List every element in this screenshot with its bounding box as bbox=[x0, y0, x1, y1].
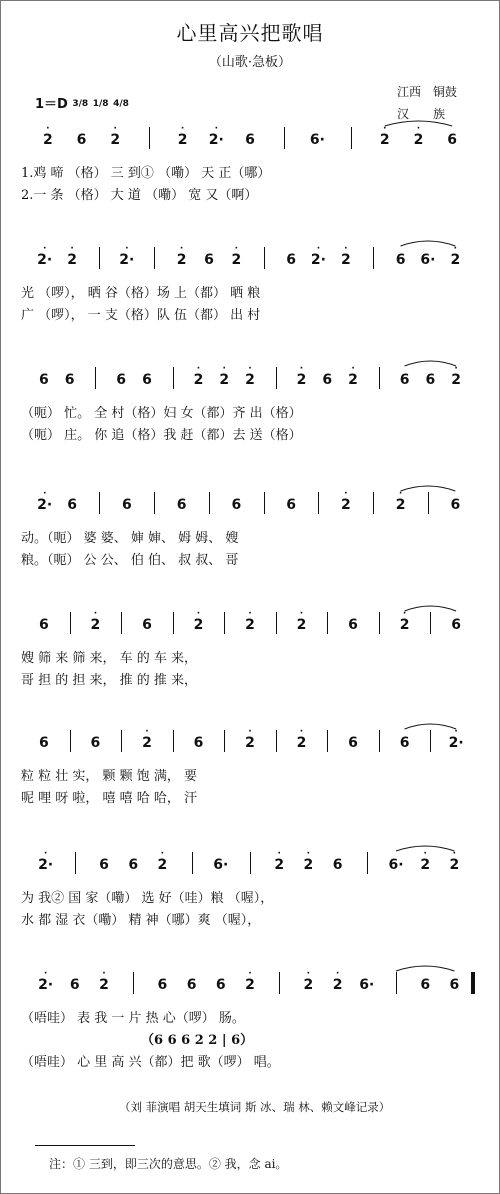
note: 6 bbox=[121, 497, 132, 513]
note: 2· · bbox=[37, 244, 53, 268]
note: 6· bbox=[420, 252, 436, 268]
note: 6 bbox=[451, 617, 461, 633]
note: 2 · bbox=[157, 849, 168, 873]
note: 6 bbox=[39, 372, 49, 388]
note: 6 bbox=[204, 252, 214, 268]
octave-dot: · bbox=[454, 364, 458, 374]
note: 2 · bbox=[296, 364, 307, 388]
lyrics-verse-1: 光 （啰）， 晒 谷（格）场 上（都） 晒 粮 bbox=[21, 286, 261, 301]
note: 2 · bbox=[67, 244, 77, 268]
note: 6 bbox=[99, 857, 109, 873]
stave-row-2 bbox=[1, 236, 499, 323]
note: 2 · bbox=[177, 124, 188, 148]
footnote: 注：① 三到，即三次的意思。② 我，念 ai。 bbox=[49, 1157, 288, 1171]
note: 2 · bbox=[110, 124, 121, 148]
octave-dot: · bbox=[145, 727, 149, 737]
stave-row-3 bbox=[1, 356, 499, 443]
octave-dot: · bbox=[299, 609, 304, 619]
octave-dot: · bbox=[196, 609, 201, 619]
note: 6 bbox=[399, 372, 410, 388]
slur bbox=[405, 606, 457, 611]
lyrics-verse-1: （唔哇） 表 我 一 片 热 心（啰） 肠。 bbox=[21, 1011, 245, 1026]
note: 2· · bbox=[38, 849, 54, 873]
note: 6 bbox=[399, 735, 410, 751]
octave-dot: · bbox=[416, 124, 421, 134]
note: 2 · bbox=[303, 849, 314, 873]
note: 2 · bbox=[274, 849, 285, 873]
octave-dot: · bbox=[248, 727, 252, 737]
octave-dot: · bbox=[344, 244, 348, 254]
meter-2: 1/8 bbox=[92, 99, 109, 109]
octave-dot: · bbox=[248, 364, 252, 374]
note: 2· · bbox=[448, 727, 464, 751]
note: 6 bbox=[348, 735, 358, 751]
note: 6 bbox=[322, 372, 333, 388]
lyrics-verse-1: 为 我② 国 家（嘞） 选 好（哇）粮 （喔）， bbox=[21, 891, 274, 906]
note: 2· · bbox=[310, 244, 326, 268]
meter-3: 4/8 bbox=[113, 99, 129, 109]
octave-dot: · bbox=[179, 244, 184, 254]
octave-dot: · bbox=[180, 124, 185, 134]
song-title: 心里高兴把歌唱 bbox=[176, 21, 324, 45]
origin-ethnicity: 汉 族 bbox=[397, 107, 446, 121]
note: 6 bbox=[39, 735, 49, 751]
octave-dot: · bbox=[453, 244, 458, 254]
octave-dot: · bbox=[102, 969, 106, 979]
octave-dot: · bbox=[306, 849, 311, 859]
note: 6 bbox=[449, 977, 460, 993]
slur-marks bbox=[1, 841, 499, 861]
octave-dot: · bbox=[344, 489, 348, 499]
octave-dot: · bbox=[335, 969, 340, 979]
lyrics-verse-1: 嫂 筛 来 筛 来， 车 的 车 来， bbox=[21, 651, 198, 666]
note: 6 bbox=[64, 372, 75, 388]
stave-row-5 bbox=[1, 601, 499, 688]
lyrics-verse-1: 1.鸡 啼 （格） 三 到① （嘞） 天 正（哪） bbox=[21, 166, 271, 181]
note: 2· · bbox=[208, 124, 224, 148]
octave-dot: · bbox=[160, 849, 165, 859]
note: 2 · bbox=[245, 969, 255, 993]
stave-row-1 bbox=[1, 116, 499, 203]
lyrics-verse-2: 哥 担 的 担 来， 推 的 推 来， bbox=[21, 673, 198, 688]
slur-marks bbox=[1, 481, 499, 501]
note: 6 bbox=[128, 857, 139, 873]
note: 2 · bbox=[296, 609, 307, 633]
note: 6 bbox=[450, 497, 461, 513]
note: 6 bbox=[245, 132, 255, 148]
note: 6 bbox=[116, 372, 127, 388]
note: 6 bbox=[39, 617, 49, 633]
lyrics-verse-2: 水 都 湿 衣（嘞） 精 神（哪）爽 （喔）， bbox=[21, 913, 261, 928]
octave-dot: · bbox=[125, 244, 129, 254]
note: 6 bbox=[90, 735, 101, 751]
note: 2 · bbox=[450, 244, 461, 268]
octave-dot: · bbox=[222, 364, 226, 374]
note: 2 · bbox=[296, 727, 307, 751]
note: 6 bbox=[193, 735, 204, 751]
note: 2 · bbox=[90, 609, 101, 633]
slur bbox=[396, 966, 454, 971]
note: 6· bbox=[213, 857, 229, 873]
note: 2 · bbox=[399, 609, 410, 633]
note: 6 bbox=[231, 497, 242, 513]
lyrics-verse-2: （呃） 庄。 你 追（格）我 赶（都）去 送（格） bbox=[21, 428, 302, 443]
slur-marks bbox=[1, 601, 499, 621]
lyrics-verse-2: 呢 哩 呀 啦， 嘻 嘻 哈 哈， 汗 bbox=[21, 791, 198, 806]
note: 2 · bbox=[99, 969, 109, 993]
alternate-melody: （6 6 6 2 2 | 6） bbox=[141, 1033, 254, 1048]
octave-dot: · bbox=[93, 609, 98, 619]
note: 2 · bbox=[413, 124, 424, 148]
slur bbox=[401, 486, 456, 491]
octave-dot: · bbox=[351, 364, 355, 374]
octave-dot: · bbox=[42, 244, 47, 254]
octave-dot: · bbox=[454, 727, 458, 737]
note: 6 bbox=[286, 497, 296, 513]
note: 2 · bbox=[193, 609, 204, 633]
note: 2· · bbox=[119, 244, 135, 268]
note: 6 bbox=[69, 977, 80, 993]
octave-dot: · bbox=[46, 124, 50, 134]
slur-marks bbox=[1, 961, 499, 981]
octave-dot: · bbox=[113, 124, 117, 134]
lyrics-verse-2: 2.一 条 （格） 大 道 （嘞） 宽 又（啊） bbox=[21, 188, 258, 203]
note: 2 · bbox=[420, 849, 431, 873]
octave-dot: · bbox=[43, 969, 48, 979]
stave-row-4 bbox=[1, 481, 499, 568]
note: 6 bbox=[176, 497, 187, 513]
slur bbox=[385, 121, 452, 126]
note: 6· bbox=[359, 977, 375, 993]
note: 2 · bbox=[245, 727, 255, 751]
note: 2 · bbox=[245, 364, 255, 388]
note: 6 bbox=[186, 977, 197, 993]
octave-dot: · bbox=[402, 609, 407, 619]
octave-dot: · bbox=[299, 364, 304, 374]
lyrics-verse-1: 粒 粒 壮 实， 颗 颗 饱 满， 要 bbox=[21, 769, 198, 784]
octave-dot: · bbox=[423, 849, 427, 859]
note: 6 bbox=[420, 977, 431, 993]
stave-row-6 bbox=[1, 719, 499, 806]
note: 6 bbox=[332, 857, 343, 873]
note: 6· bbox=[309, 132, 325, 148]
note: 2 · bbox=[42, 124, 53, 148]
octave-dot: · bbox=[70, 244, 74, 254]
lyrics-verse-1: （呃） 忙。 全 村（格）妇 女（都）齐 出（格） bbox=[21, 406, 302, 421]
credit-line: （刘 菲演唱 胡天生填词 斯 冰、瑞 林、赖文峰记录） bbox=[119, 1100, 391, 1114]
slur-marks bbox=[1, 719, 499, 739]
stave-row-7 bbox=[1, 841, 499, 928]
note: 2 · bbox=[193, 364, 204, 388]
meter-1: 3/8 bbox=[72, 99, 89, 109]
song-subtitle: （山歌·急板） bbox=[208, 55, 292, 70]
footnote-rule bbox=[35, 1145, 135, 1146]
octave-dot: · bbox=[277, 849, 281, 859]
note: 2 · bbox=[395, 489, 406, 513]
octave-dot: · bbox=[42, 489, 47, 499]
octave-dot: · bbox=[452, 849, 457, 859]
note: 6 bbox=[425, 372, 436, 388]
note: 6 bbox=[395, 252, 406, 268]
key-signature bbox=[35, 93, 129, 112]
note: 6 bbox=[142, 617, 152, 633]
octave-dot: · bbox=[248, 969, 252, 979]
note: 6 bbox=[348, 617, 358, 633]
octave-dot: · bbox=[306, 969, 311, 979]
note: 2· · bbox=[38, 969, 54, 993]
octave-dot: · bbox=[316, 244, 321, 254]
octave-dot: · bbox=[214, 124, 219, 134]
octave-dot: · bbox=[383, 124, 387, 134]
note: 2· · bbox=[37, 489, 53, 513]
note: 2 · bbox=[340, 244, 351, 268]
note: 2 · bbox=[451, 364, 461, 388]
key-label: 1＝D bbox=[35, 97, 68, 112]
note: 2 · bbox=[340, 489, 351, 513]
note: 6 bbox=[215, 977, 226, 993]
slur-marks bbox=[1, 236, 499, 256]
origin-region: 江西 铜鼓 bbox=[397, 85, 458, 99]
note: 6 bbox=[67, 497, 77, 513]
note: 6 bbox=[447, 132, 458, 148]
octave-dot: · bbox=[248, 609, 252, 619]
note: 2 · bbox=[449, 849, 460, 873]
note: 6 bbox=[142, 372, 152, 388]
note: 2 · bbox=[219, 364, 230, 388]
slur bbox=[405, 724, 457, 729]
octave-dot: · bbox=[299, 727, 304, 737]
lyrics-verse-2: （唔哇） 心 里 高 兴（都）把 歌（啰） 唱。 bbox=[21, 1055, 280, 1070]
note: 2 · bbox=[332, 969, 343, 993]
slur-marks bbox=[1, 356, 499, 376]
note: 6· bbox=[388, 857, 404, 873]
note: 2 · bbox=[348, 364, 358, 388]
octave-dot: · bbox=[234, 244, 239, 254]
note: 6 bbox=[157, 977, 168, 993]
stave-row-8 bbox=[1, 961, 499, 1070]
octave-dot: · bbox=[398, 489, 403, 499]
octave-dot: · bbox=[196, 364, 201, 374]
note: 2 · bbox=[231, 244, 242, 268]
note: 2 · bbox=[303, 969, 314, 993]
note: 2 · bbox=[176, 244, 187, 268]
slur bbox=[405, 361, 457, 366]
note: 6 bbox=[76, 132, 87, 148]
slur-marks bbox=[1, 116, 499, 136]
slur bbox=[401, 241, 456, 246]
lyrics-verse-2: 粮。（呃） 公 公、 伯 伯、 叔 叔、 哥 bbox=[21, 553, 239, 568]
note: 2 · bbox=[142, 727, 152, 751]
lyrics-verse-2: 广 （啰）， 一 支（格）队 伍（都） 出 村 bbox=[21, 308, 261, 323]
note: 6 bbox=[286, 252, 296, 268]
note: 2 · bbox=[245, 609, 255, 633]
lyrics-verse-1: 动。（呃） 婆 婆、 婶 婶、 姆 姆、 嫂 bbox=[21, 531, 239, 546]
octave-dot: · bbox=[43, 849, 48, 859]
note: 2 · bbox=[379, 124, 390, 148]
slur bbox=[396, 846, 454, 851]
